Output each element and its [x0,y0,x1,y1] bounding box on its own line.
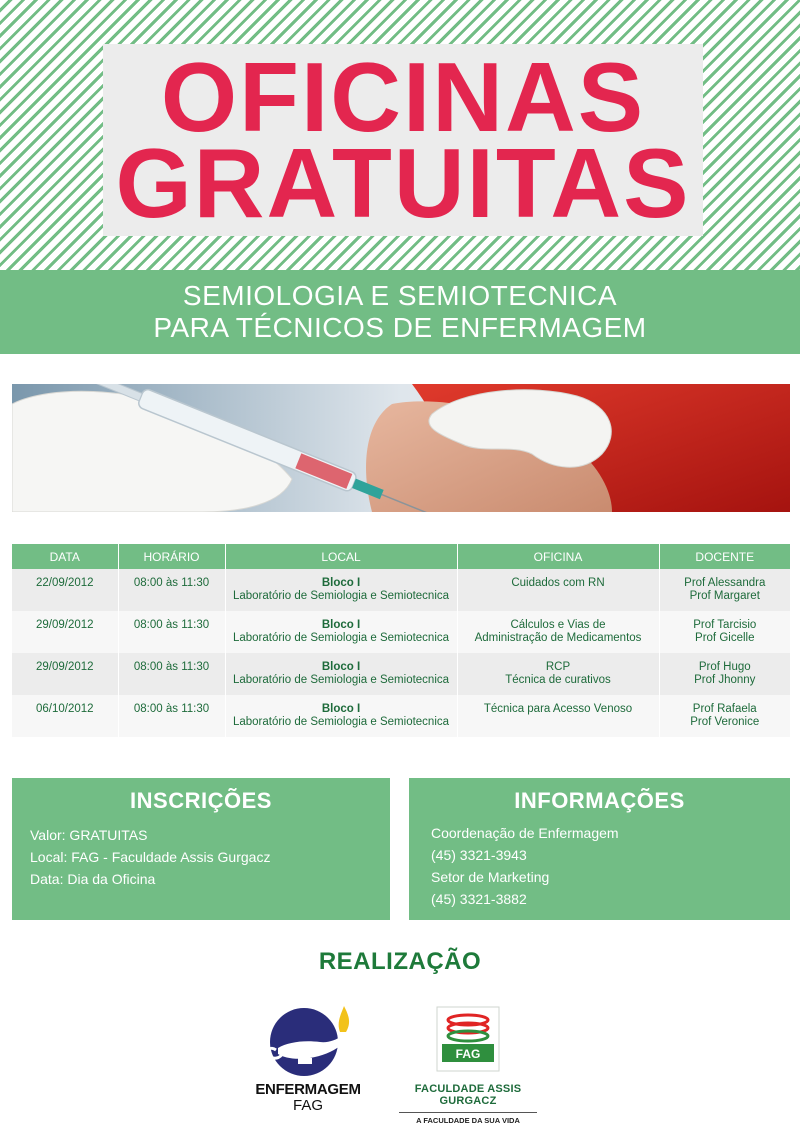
cell-data: 22/09/2012 [12,569,118,611]
table-header-row [12,544,790,569]
inscricoes-valor: Valor: GRATUITAS [30,827,148,843]
table-row [12,653,790,695]
striped-header-background [0,0,800,270]
realizacao-heading: REALIZAÇÃO [318,948,482,975]
cell-data: 29/09/2012 [12,653,118,695]
subtitle-line-1: SEMIOLOGIA E SEMIOTECNICA [182,280,618,311]
informacoes-title: INFORMAÇÕES [514,788,685,813]
local-lab: Laboratório de Semiologia e Semiotecnica [232,716,450,728]
cell-local [225,569,457,611]
header-docente: DOCENTE [659,544,790,569]
informacoes-coordenacao: Coordenação de Enfermagem [431,825,619,841]
oficina-line-1: Cálculos e Vias de [510,619,606,631]
header-data: DATA [12,544,118,569]
docente-line-1: Prof Rafaela [692,703,757,715]
oil-lamp-icon [248,1002,368,1078]
docente-line-2: Prof Jhonny [694,674,756,686]
cell-docente [659,695,790,737]
header-local: LOCAL [225,544,457,569]
cell-docente [659,569,790,611]
header-horario: HORÁRIO [118,544,225,569]
fag-badge-icon [436,1006,500,1072]
docente-line-1: Prof Tarcisio [693,619,757,631]
title-line-1: OFICINAS [160,42,646,152]
oficina-line-1: Cuidados com RN [511,577,605,589]
informacoes-lines [431,822,790,910]
subtitle-line-2: PARA TÉCNICOS DE ENFERMAGEM [153,312,647,343]
inscricoes-box [12,778,390,920]
oficina-line-2: Administração de Medicamentos [474,632,642,644]
oficina-line-1: Técnica para Acesso Venoso [483,703,633,715]
fag-logo-divider [399,1112,537,1113]
local-bloco: Bloco I [321,703,361,715]
table-row [12,611,790,653]
title-line-2: GRATUITAS [115,128,691,238]
oficina-line-2: Técnica de curativos [505,674,611,686]
inscricoes-data: Data: Dia da Oficina [30,871,156,887]
cell-horario: 08:00 às 11:30 [118,653,225,695]
cell-docente [659,611,790,653]
local-lab: Laboratório de Semiologia e Semiotecnica [232,590,450,602]
cell-data: 06/10/2012 [12,695,118,737]
table-row [12,569,790,611]
inscricoes-title: INSCRIÇÕES [130,788,272,813]
cell-horario: 08:00 às 11:30 [118,611,225,653]
inscricoes-local: Local: FAG - Faculdade Assis Gurgacz [30,849,271,865]
docente-line-1: Prof Alessandra [684,577,766,589]
cell-horario: 08:00 às 11:30 [118,695,225,737]
cell-oficina [457,569,659,611]
inscricoes-lines [30,824,390,890]
schedule-table [12,544,790,737]
fag-logo-slogan: A FACULDADE DA SUA VIDA [416,1116,520,1125]
subtitle-band [0,270,800,354]
cell-oficina [457,653,659,695]
enfermagem-fag-logo [248,1002,368,1120]
cell-local [225,695,457,737]
docente-line-1: Prof Hugo [698,661,751,673]
cell-horario: 08:00 às 11:30 [118,569,225,611]
enfermagem-logo-sub: FAG [292,1097,323,1114]
cell-oficina [457,695,659,737]
local-bloco: Bloco I [321,619,361,631]
injection-illustration [12,384,790,512]
fag-logo [388,1006,548,1125]
cell-local [225,653,457,695]
local-bloco: Bloco I [321,577,361,589]
cell-oficina [457,611,659,653]
docente-line-2: Prof Gicelle [695,632,755,644]
injection-photo [12,384,790,512]
title-box [103,44,703,236]
docente-line-2: Prof Margaret [689,590,760,602]
local-bloco: Bloco I [321,661,361,673]
cell-local [225,611,457,653]
informacoes-marketing: Setor de Marketing [431,869,550,885]
cell-data: 29/09/2012 [12,611,118,653]
fag-badge-text: FAG [455,1047,481,1061]
docente-line-2: Prof Veronice [690,716,760,728]
informacoes-phone-1: (45) 3321-3943 [431,847,527,863]
cell-docente [659,653,790,695]
local-lab: Laboratório de Semiologia e Semiotecnica [232,632,450,644]
header-oficina: OFICINA [457,544,659,569]
enfermagem-logo-name: ENFERMAGEM [255,1081,361,1098]
fag-logo-name: FACULDADE ASSIS GURGACZ [414,1083,522,1107]
local-lab: Laboratório de Semiologia e Semiotecnica [232,674,450,686]
table-row [12,695,790,737]
informacoes-box [409,778,790,920]
informacoes-phone-2: (45) 3321-3882 [431,891,527,907]
oficina-line-1: RCP [545,661,571,673]
